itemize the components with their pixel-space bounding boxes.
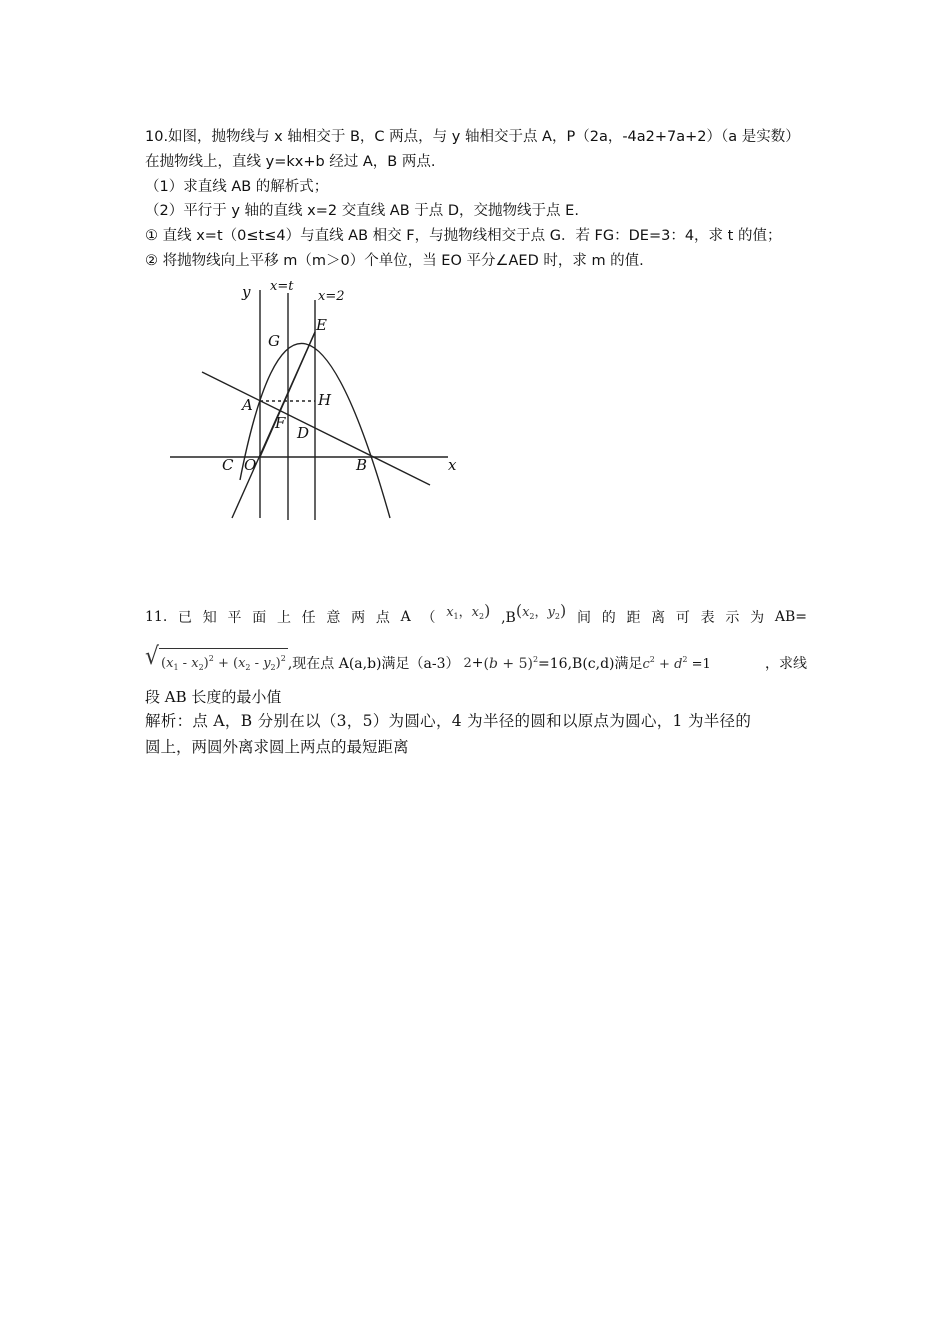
problem10-line5: ① 直线 x=t（0≤t≤4）与直线 AB 相交 F，与抛物线相交于点 G．若 FG：DE=3：4，求 t 的值； xyxy=(145,228,782,244)
label-o: O xyxy=(244,456,257,474)
point-b-formula: $,B(x_2$，$y_2$) xyxy=(501,601,567,626)
word: 示 xyxy=(725,610,740,626)
word: 已 xyxy=(178,610,192,626)
label-a: A xyxy=(242,396,253,414)
word: （ xyxy=(421,610,436,626)
word: 点 xyxy=(375,610,390,626)
problem10-line2: 在抛物线上，直线 y=kx+b 经过 A，B 两点. xyxy=(145,154,436,170)
analysis-line1: 解析：点 A，B 分别在以（3，5）为圆心，4 为半径的圆和以原点为圆心，1 为半径的 xyxy=(145,712,752,730)
label-y: y xyxy=(242,283,251,301)
word: 任 xyxy=(301,610,316,626)
label-d: D xyxy=(297,424,310,442)
word: 上 xyxy=(276,610,291,626)
label-x2: x=2 xyxy=(318,289,345,304)
condition-text-1: ,现在点 A(a,b)满足（a-3） xyxy=(287,656,460,672)
label-e: E xyxy=(316,316,327,334)
word: 面 xyxy=(252,610,267,626)
label-xt: x=t xyxy=(270,279,294,294)
analysis-line2: 圆上，两圆外离求圆上两点的最短距离 xyxy=(145,738,409,756)
label-g: G xyxy=(268,332,280,350)
problem10-line4: （2）平行于 y 轴的直线 x=2 交直线 AB 于点 D，交抛物线于点 E. xyxy=(145,203,579,219)
sqrt-icon: √ xyxy=(145,643,160,671)
label-x: x xyxy=(448,456,457,474)
cond-plus: + xyxy=(471,655,484,671)
line-ab xyxy=(202,372,430,485)
condition-text-3: ，求线 xyxy=(765,656,807,672)
cond-b-formula: $(b + 5)^2$ xyxy=(483,654,539,672)
parabola-figure xyxy=(165,275,465,525)
point-a-formula: $x_1$，$x_2$) xyxy=(446,601,491,621)
word: 知 xyxy=(202,610,217,626)
word: AB= xyxy=(774,609,807,625)
condition-text-2: =16,B(c,d)满足 xyxy=(538,656,643,672)
word: 离 xyxy=(651,610,666,626)
label-h: H xyxy=(318,391,332,409)
distance-formula: √ $(x_1 - x_2)^2 + (x_2 - y_2)^2$ xyxy=(145,648,288,678)
word: 意 xyxy=(326,610,341,626)
word: 11. xyxy=(145,609,168,625)
problem11 xyxy=(145,600,807,760)
word: 距 xyxy=(626,610,641,626)
word: 表 xyxy=(700,610,715,626)
word: 为 xyxy=(750,610,765,626)
word: 的 xyxy=(601,610,616,626)
word: A xyxy=(400,609,411,625)
problem10-line1: 10.如图，抛物线与 x 轴相交于 B，C 两点，与 y 轴相交于点 A，P（2a，-4a2+7a+2）（a 是实数） xyxy=(145,129,800,145)
problem10-line3: （1）求直线 AB 的解析式； xyxy=(145,179,329,195)
cond-sq-a: 2 xyxy=(463,655,472,671)
problem10-line6: ② 将抛物线向上平移 m（m＞0）个单位，当 EO 平分∠AED 时，求 m 的值. xyxy=(145,253,644,269)
word: 可 xyxy=(675,610,690,626)
word: 平 xyxy=(227,610,242,626)
word: 间 xyxy=(576,610,591,626)
cond-cd-formula: $c^2 + d^2 =1$ xyxy=(642,654,711,672)
label-c: C xyxy=(222,456,234,474)
problem11-line2 xyxy=(145,643,807,678)
label-f: F xyxy=(275,414,286,432)
problem11-line1 xyxy=(145,600,807,634)
label-b: B xyxy=(356,456,368,474)
word: 两 xyxy=(351,610,366,626)
problem11-line3: 段 AB 长度的最小值 xyxy=(145,687,282,706)
